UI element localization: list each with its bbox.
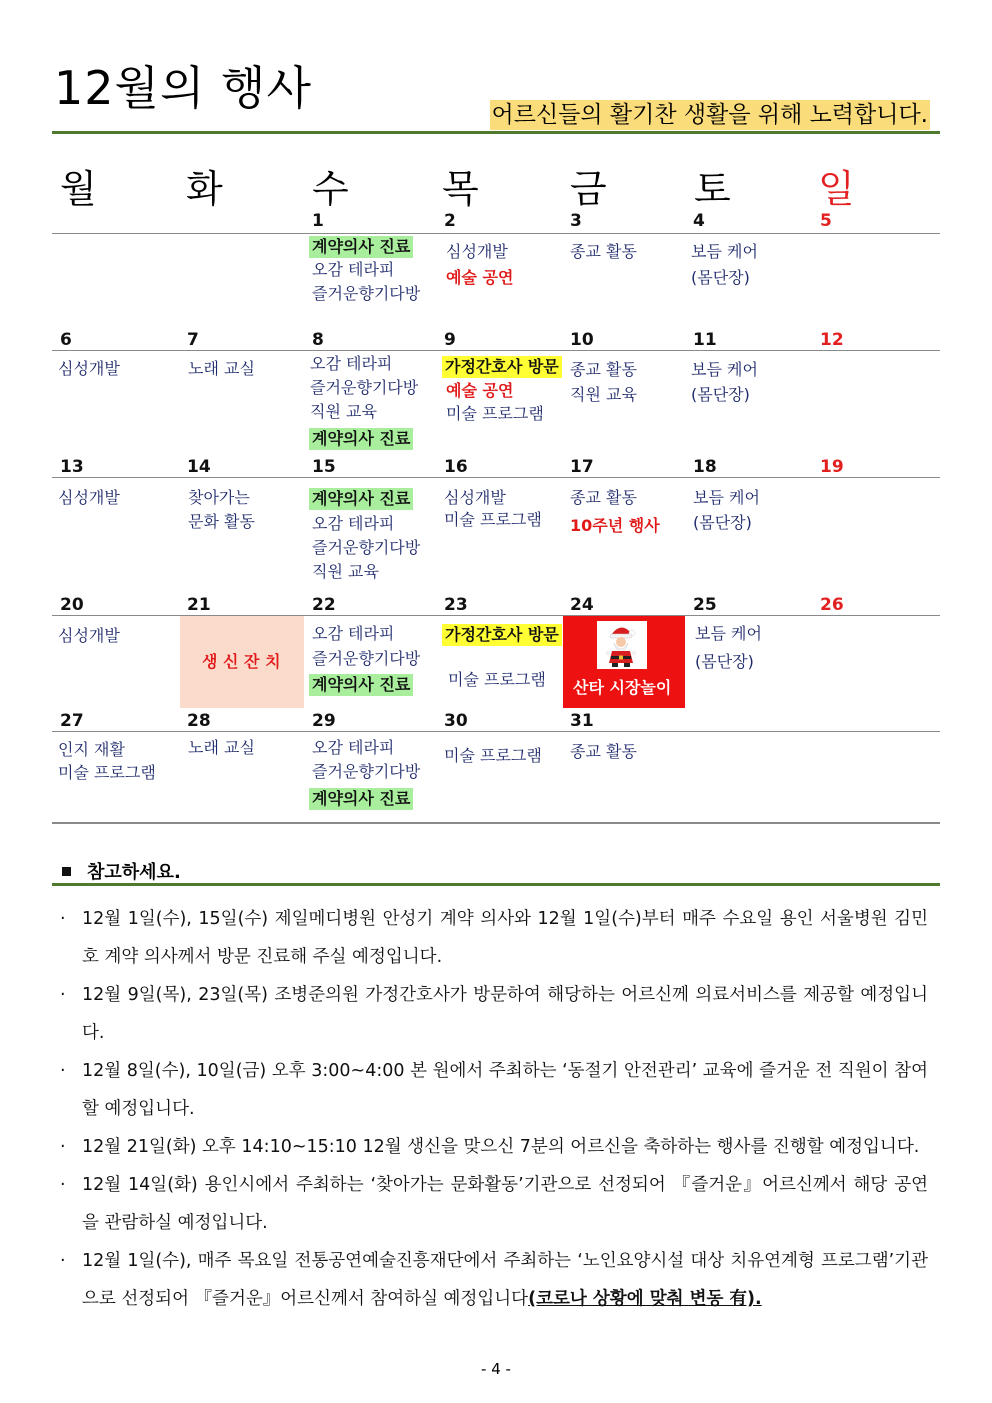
event-mind-development: 심성개발 [446,242,508,261]
date-7: 7 [187,330,199,350]
event-sense-therapy: 오감 테라피 [312,260,395,279]
event-aroma-cafe: 즐거운향기다방 [312,284,421,303]
event-visiting-culture-2: 문화 활동 [188,512,255,531]
date-5: 5 [820,211,832,231]
date-4: 4 [693,211,705,231]
date-21: 21 [187,595,211,615]
event-staff-training: 직원 교육 [310,402,377,421]
date-30: 30 [444,711,468,731]
dow-sat: 토 [694,167,731,211]
event-grooming-care: 보듬 케어 [693,488,760,507]
week-divider [52,233,940,234]
event-birthday-party: 생 신 잔 치 [202,652,281,671]
event-home-nurse: 가정간호사 방문 [442,356,562,378]
event-mind-development: 심성개발 [58,359,120,378]
note-item: · 12월 1일(수), 15일(수) 제일메디병원 안성기 계약 의사와 12월 1일(수)부터 매주 수요일 용인 서울병원 김민호 계약 의사께서 방문 진료해 주실 예정입니다. [60,909,928,967]
date-18: 18 [693,457,717,477]
event-art-program: 미술 프로그램 [446,404,544,423]
date-3: 3 [570,211,582,231]
event-mind-development: 심성개발 [58,626,120,645]
event-contract-doctor: 계약의사 진료 [309,674,413,696]
event-grooming-note: (몸단장) [695,652,754,671]
santa-claus-icon [597,621,647,669]
note-item: · 12월 8일(수), 10일(금) 오후 3:00~4:00 본 원에서 주최하는 ‘동절기 안전관리’ 교육에 즐거운 전 직원이 참여할 예정입니다. [60,1061,928,1119]
event-art-performance: 예술 공연 [446,381,514,400]
date-10: 10 [570,330,594,350]
event-sense-therapy: 오감 테라피 [310,354,393,373]
notes-heading: 참고하세요. [62,858,181,884]
event-art-program: 미술 프로그램 [444,510,542,529]
date-28: 28 [187,711,211,731]
event-sense-therapy: 오감 테라피 [312,514,395,533]
date-17: 17 [570,457,594,477]
week-divider [52,731,940,732]
notes-divider [52,883,940,886]
date-25: 25 [693,595,717,615]
event-contract-doctor: 계약의사 진료 [309,236,413,258]
event-aroma-cafe: 즐거운향기다방 [312,538,421,557]
square-bullet-icon [62,867,71,876]
event-grooming-care: 보듬 케어 [691,242,758,261]
date-8: 8 [312,330,324,350]
event-10th-anniversary: 10주년 행사 [570,516,660,535]
event-visiting-culture-1: 찾아가는 [188,488,250,507]
calendar-bottom-border [52,822,940,824]
event-art-performance: 예술 공연 [446,268,514,287]
date-12: 12 [820,330,844,350]
page-title: 12월의 행사 [54,61,312,115]
notes-list [60,900,928,1318]
page-subtitle: 어르신들의 활기찬 생활을 위해 노력합니다. [491,102,928,128]
date-24: 24 [570,595,594,615]
date-6: 6 [60,330,72,350]
dow-mon: 월 [60,167,97,211]
note-item: · 12월 9일(목), 23일(목) 조병준의원 가정간호사가 방문하여 해당하는 어르신께 의료서비스를 제공할 예정입니다. [60,985,928,1043]
event-mind-development: 심성개발 [444,488,506,507]
dow-thu: 목 [442,167,479,211]
event-grooming-note: (몸단장) [691,385,750,404]
event-mind-development: 심성개발 [58,488,120,507]
event-grooming-care: 보듬 케어 [695,624,762,643]
date-2: 2 [444,211,456,231]
event-home-nurse: 가정간호사 방문 [442,624,562,646]
date-22: 22 [312,595,336,615]
event-aroma-cafe: 즐거운향기다방 [310,378,419,397]
dow-wed: 수 [312,167,349,211]
date-11: 11 [693,330,717,350]
event-contract-doctor: 계약의사 진료 [309,428,413,450]
event-religion: 종교 활동 [570,360,637,379]
event-grooming-note: (몸단장) [691,268,750,287]
date-16: 16 [444,457,468,477]
event-religion: 종교 활동 [570,742,637,761]
date-13: 13 [60,457,84,477]
event-art-program: 미술 프로그램 [444,746,542,765]
date-26: 26 [820,595,844,615]
dow-sun: 일 [818,167,855,211]
event-singing-class: 노래 교실 [188,738,255,757]
date-19: 19 [820,457,844,477]
dow-tue: 화 [186,167,223,211]
event-staff-training: 직원 교육 [312,562,379,581]
event-religion: 종교 활동 [570,488,637,507]
event-singing-class: 노래 교실 [188,359,255,378]
date-15: 15 [312,457,336,477]
header-divider [52,131,940,134]
date-14: 14 [187,457,211,477]
week-divider [52,477,940,478]
note-item: · 12월 14일(화) 용인시에서 주최하는 ‘찾아가는 문화활동’기관으로 선정되어 『즐거운』어르신께서 해당 공연을 관람하실 예정입니다. [60,1175,928,1233]
event-art-program: 미술 프로그램 [58,763,156,782]
note-item: · 12월 1일(수), 매주 목요일 전통공연예술진흥재단에서 주최하는 ‘노인요양시설 대상 치유연계형 프로그램’기관으로 선정되어 『즐거운』어르신께서 참여하실 예정입니다(코로나 상황에 맞춰 변동 有). [60,1251,928,1309]
event-aroma-cafe: 즐거운향기다방 [312,762,421,781]
date-31: 31 [570,711,594,731]
event-santa-market: 산타 시장놀이 [573,678,672,697]
date-23: 23 [444,595,468,615]
date-9: 9 [444,330,456,350]
event-cognitive-rehab: 인지 재활 [58,740,125,759]
date-29: 29 [312,711,336,731]
note-item: · 12월 21일(화) 오후 14:10~15:10 12월 생신을 맞으신 7분의 어르신을 축하하는 행사를 진행할 예정입니다. [60,1137,920,1157]
page-number: - 4 - [481,1360,511,1378]
date-20: 20 [60,595,84,615]
event-grooming-note: (몸단장) [693,513,752,532]
event-sense-therapy: 오감 테라피 [312,624,395,643]
event-grooming-care: 보듬 케어 [691,360,758,379]
date-27: 27 [60,711,84,731]
date-1: 1 [312,211,324,231]
event-contract-doctor: 계약의사 진료 [309,788,413,810]
week-divider [52,350,940,351]
dow-fri: 금 [570,167,607,211]
event-religion: 종교 활동 [570,242,637,261]
event-staff-training: 직원 교육 [570,385,637,404]
event-sense-therapy: 오감 테라피 [312,738,395,757]
note-covid-emphasis: (코로나 상황에 맞춰 변동 有). [528,1289,762,1309]
event-aroma-cafe: 즐거운향기다방 [312,649,421,668]
event-contract-doctor: 계약의사 진료 [309,488,413,510]
event-art-program: 미술 프로그램 [448,670,546,689]
